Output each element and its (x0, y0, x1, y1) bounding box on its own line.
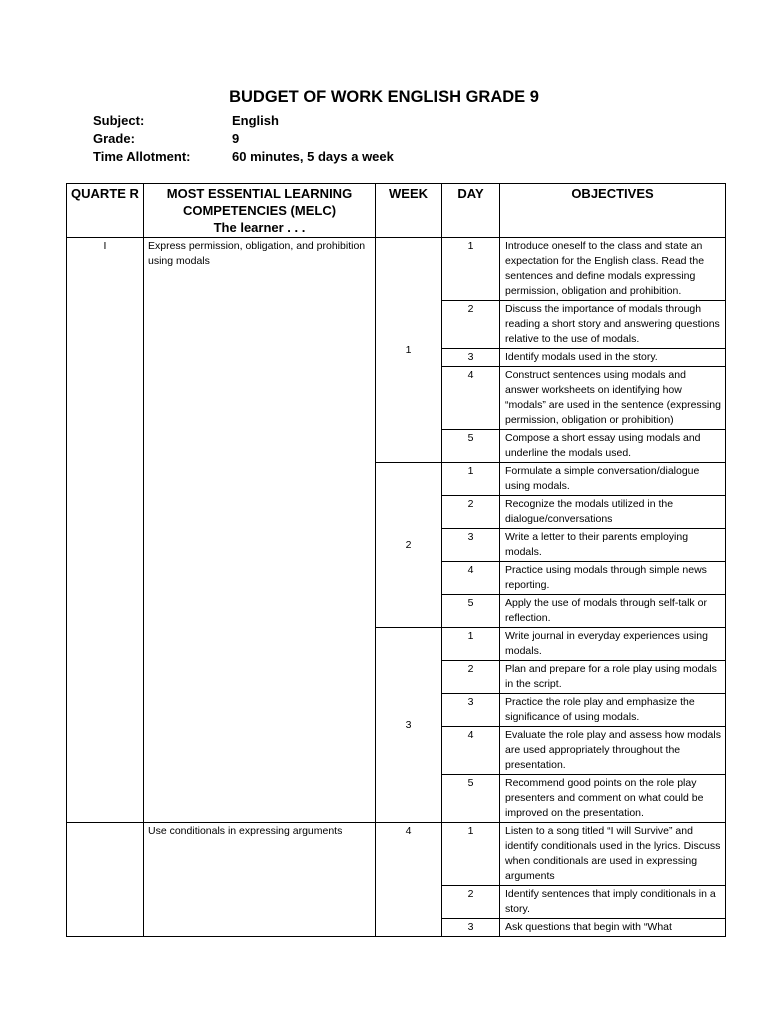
objective-cell: Recognize the modals utilized in the dialogue/conversations (500, 496, 726, 529)
day-cell: 2 (442, 301, 500, 349)
objective-cell: Plan and prepare for a role play using modals in the script. (500, 661, 726, 694)
day-cell: 5 (442, 430, 500, 463)
day-cell: 2 (442, 661, 500, 694)
grade-label: Grade: (93, 131, 135, 146)
day-cell: 5 (442, 595, 500, 628)
page-title: BUDGET OF WORK ENGLISH GRADE 9 (229, 88, 539, 106)
day-cell: 5 (442, 775, 500, 823)
budget-of-work-table (66, 183, 726, 937)
week-cell: 1 (376, 238, 442, 463)
day-cell: 1 (442, 463, 500, 496)
melc-header (144, 184, 376, 238)
subject-row (93, 112, 394, 130)
day-cell: 3 (442, 529, 500, 562)
objective-cell: Apply the use of modals through self-talk or reflection. (500, 595, 726, 628)
objective-cell: Write journal in everyday experiences using modals. (500, 628, 726, 661)
day-cell: 1 (442, 628, 500, 661)
quarter-cell: I (67, 238, 144, 823)
day-cell: 1 (442, 238, 500, 301)
subject-value: English (232, 113, 279, 128)
day-cell: 2 (442, 886, 500, 919)
subject-label: Subject: (93, 113, 145, 128)
melc-header-subtitle: The learner . . . (213, 220, 306, 235)
day-cell: 3 (442, 694, 500, 727)
objective-cell: Practice using modals through simple news reporting. (500, 562, 726, 595)
objectives-header: OBJECTIVES (500, 184, 726, 238)
objective-cell: Compose a short essay using modals and underline the modals used. (500, 430, 726, 463)
objective-cell: Ask questions that begin with “What (500, 919, 726, 937)
week-header: WEEK (376, 184, 442, 238)
objective-cell: Listen to a song titled “I will Survive” and identify conditionals used in the lyrics. Discuss when conditionals are used in expressing arguments (500, 823, 726, 886)
document-info (93, 112, 394, 166)
objective-cell: Introduce oneself to the class and state an expectation for the English class. Read the sentences and define modals expressing permission, obligation and prohibition. (500, 238, 726, 301)
table-row (67, 823, 726, 886)
objective-cell: Formulate a simple conversation/dialogue using modals. (500, 463, 726, 496)
time-allotment-label: Time Allotment: (93, 149, 191, 164)
objective-cell: Identify sentences that imply conditionals in a story. (500, 886, 726, 919)
table-row (67, 238, 726, 301)
day-cell: 4 (442, 562, 500, 595)
grade-row (93, 130, 394, 148)
week-cell: 4 (376, 823, 442, 937)
melc-cell: Express permission, obligation, and prohibition using modals (144, 238, 376, 823)
day-cell: 1 (442, 823, 500, 886)
grade-value: 9 (232, 131, 240, 146)
day-header: DAY (442, 184, 500, 238)
quarter-cell-empty (67, 823, 144, 937)
week-cell: 2 (376, 463, 442, 628)
time-allotment-value: 60 minutes, 5 days a week (232, 149, 394, 164)
melc-cell: Use conditionals in expressing arguments (144, 823, 376, 937)
quarter-header: QUARTE R (67, 184, 144, 238)
day-cell: 2 (442, 496, 500, 529)
objective-cell: Evaluate the role play and assess how modals are used appropriately throughout the presentation. (500, 727, 726, 775)
time-allotment-row (93, 148, 394, 166)
objective-cell: Construct sentences using modals and answer worksheets on identifying how “modals” are used in the sentence (expressing permission, obligation or prohibition) (500, 367, 726, 430)
day-cell: 3 (442, 349, 500, 367)
objective-cell: Practice the role play and emphasize the significance of using modals. (500, 694, 726, 727)
objective-cell: Discuss the importance of modals through reading a short story and answering questions relative to the use of modals. (500, 301, 726, 349)
objective-cell: Recommend good points on the role play presenters and comment on what could be improved on the presentation. (500, 775, 726, 823)
day-cell: 3 (442, 919, 500, 937)
day-cell: 4 (442, 727, 500, 775)
objective-cell: Identify modals used in the story. (500, 349, 726, 367)
objective-cell: Write a letter to their parents employing modals. (500, 529, 726, 562)
day-cell: 4 (442, 367, 500, 430)
melc-header-title: MOST ESSENTIAL LEARNING COMPETENCIES (MELC) (166, 186, 353, 218)
week-cell: 3 (376, 628, 442, 823)
table-header-row (67, 184, 726, 238)
